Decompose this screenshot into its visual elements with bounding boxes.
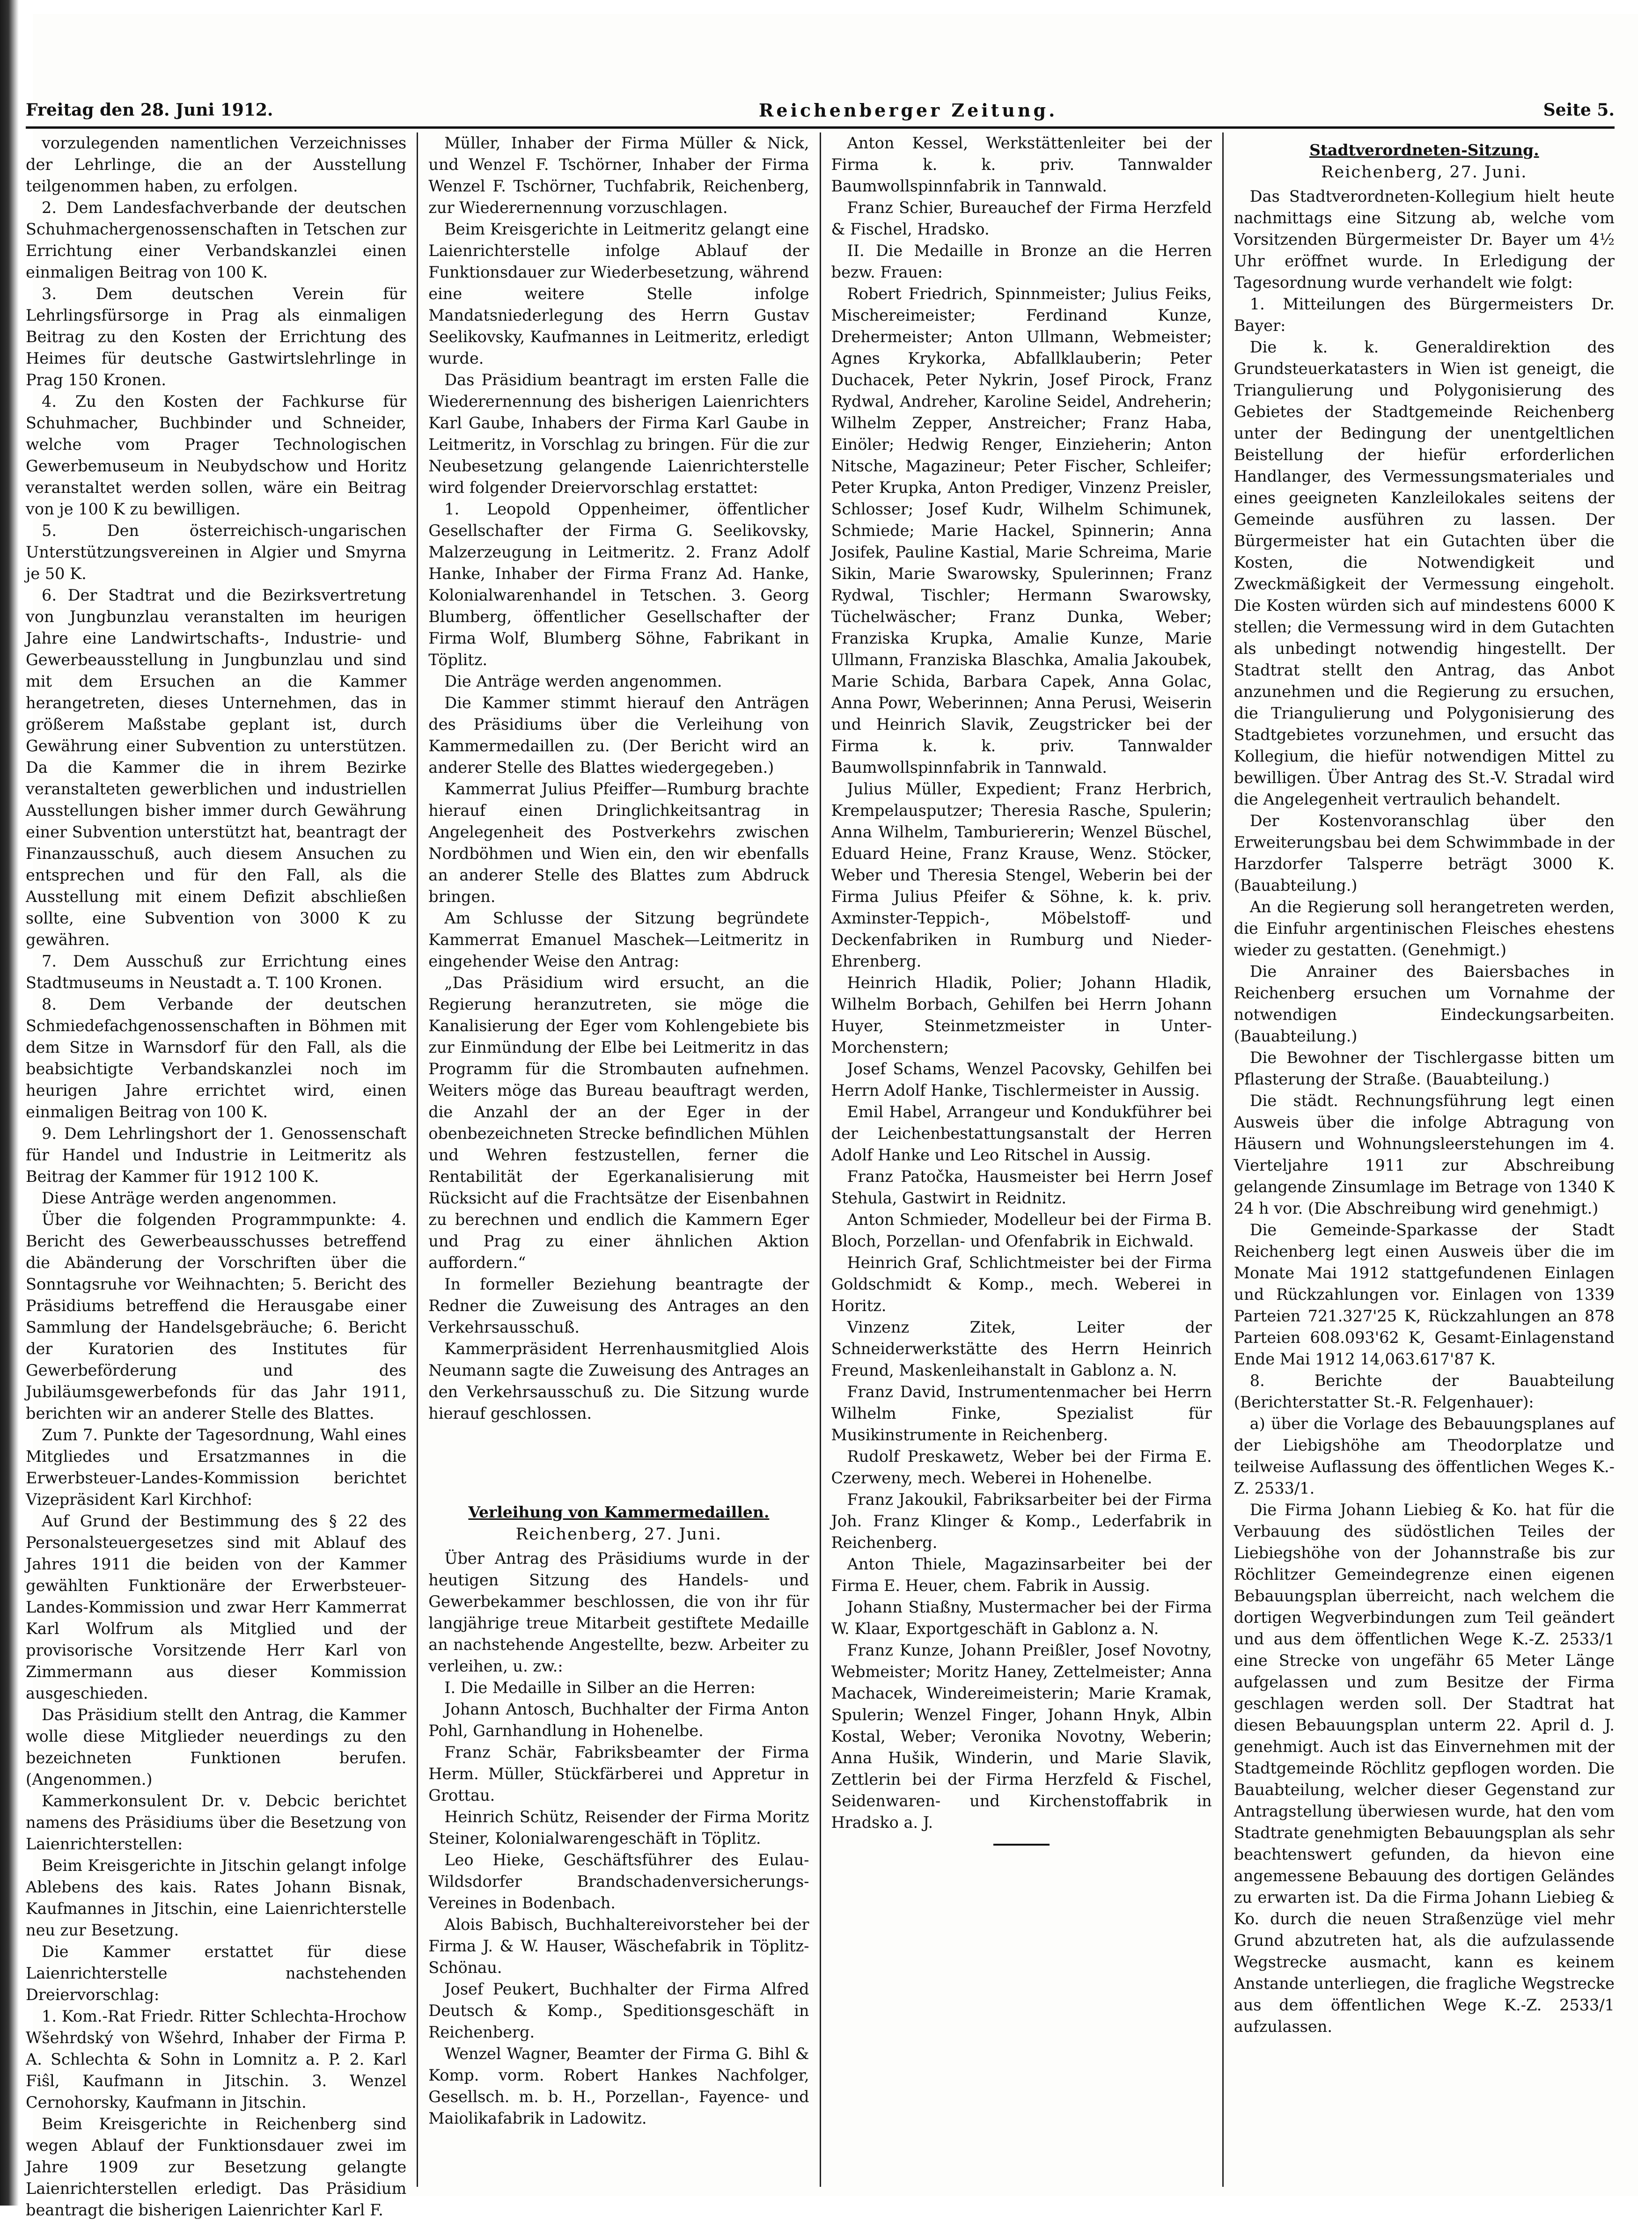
paragraph: Das Präsidium stellt den Antrag, die Kammer wolle diese Mitglieder neuerdings zu den bezeichneten Funktionen berufen. (Angenommen.) [26,1706,407,1789]
column-gap [428,1424,809,1495]
paragraph: Die Kammer erstattet für diese Laienrichterstelle nachstehenden Dreiervorschlag: [26,1942,407,2004]
paragraph: Die städt. Rechnungsführung legt einen Ausweis über die infolge Abtragung von Häusern und Wohnungsleerstehungen im 4. Vierteljahre 1911 zur Abschreibung gelangende Zinsumlage im Betrage von 1340 K 24 h vor. (Die Abschreibung wird genehmigt.) [1233,1092,1615,1217]
paragraph: An die Regierung soll herangetreten werden, die Einfuhr argentinischen Fleisches ehestens wieder zu gestatten. (Genehmigt.) [1233,898,1615,959]
paragraph: Anton Thiele, Magazinsarbeiter bei der Firma E. Heuer, chem. Fabrik in Aussig. [831,1555,1212,1595]
paragraph: 1. Leopold Oppenheimer, öffentlicher Gesellschafter der Firma G. Seelikovsky, Malzerzeugung in Leitmeritz. 2. Franz Adolf Hanke, Inhaber der Firma Franz Ad. Hanke, Kolonialwarenhandel in Tetschen. 3. Georg Blumberg, öffentlicher Gesellschafter der Firma Wolf, Blumberg Söhne, Fabrikant in Töplitz. [428,500,809,669]
paragraph: Die Gemeinde-Sparkasse der Stadt Reichenberg legt einen Ausweis über die im Monate Mai 1912 stattgefundenen Einlagen und Rückzahlungen vor. Einlagen von 1339 Parteien 721.327'25 K, Rückzahlungen an 878 Parteien 608.093'62 K, Gesamt-Einlagenstand Ende Mai 1912 14,063.617'87 K. [1233,1221,1615,1368]
paragraph: Über Antrag des Präsidiums wurde in der heutigen Sitzung des Handels- und Gewerbekammer beschlossen, die von ihr für langjährige treue Mitarbeit gestiftete Medaille an nachstehende Angestellte, bezw. Arbeiter zu verleihen, u. zw.: [428,1549,809,1675]
paragraph: 1. Mitteilungen des Bürgermeisters Dr. Bayer: [1233,295,1615,335]
paragraph: Über die folgenden Programmpunkte: 4. Bericht des Gewerbeausschusses betreffend die Abänderung der Vorschriften über die Sonntagsruhe vor Weihnachten; 5. Bericht des Präsidiums betreffend die Herausgabe einer Sammlung der Handelsgebräuche; 6. Bericht der Kuratorien des Institutes für Gewerbeförderung und des Jubiläumsgewerbefonds für das Jahr 1911, berichten wir an anderer Stelle des Blattes. [26,1210,407,1422]
paragraph: Beim Kreisgerichte in Reichenberg sind wegen Ablauf der Funktionsdauer zwei im Jahre 1909 zur Besetzung gelangte Laienrichterstellen erledigt. Das Präsidium beantragt die bisherigen Laienrichter Karl F. [26,2115,407,2219]
paragraph: Emil Habel, Arrangeur und Kondukführer bei der Leichenbestattungsanstalt der Herren Adolf Hanke und Leo Ritschel in Aussig. [831,1103,1212,1164]
paragraph: Beim Kreisgerichte in Leitmeritz gelangt eine Laienrichterstelle infolge Ablauf der Funktionsdauer zur Wiederbesetzung, während eine weitere Stelle infolge Mandatsniederlegung des Herrn Gustav Seelikovsky, Kaufmannes in Leitmeritz, erledigt wurde. [428,220,809,367]
paragraph: 6. Der Stadtrat und die Bezirksvertretung von Jungbunzlau veranstalten im heurigen Jahre eine Landwirtschafts-, Industrie- und Gewerbeausstellung in Jungbunzlau und sind mit dem Ersuchen an die Kammer herangetreten, dieses Unternehmen, das in größerem Maßstabe geplant ist, durch Gewährung einer Subvention zu unterstützen. Da die Kammer die in ihrem Bezirke veranstalteten gewerblichen und industriellen Ausstellungen bisher immer durch Gewährung einer Subvention unterstützt hat, beantragt der Finanzausschuß, auch diesem Ansuchen zu entsprechen und für den Fall, als die Ausstellung mit einem Defizit abschließen sollte, eine Subvention von 3000 K zu gewähren. [26,586,407,949]
paragraph: Die k. k. Generaldirektion des Grundsteuerkatasters in Wien ist geneigt, die Triangulierung und Polygonisierung des Gebietes der Stadtgemeinde Reichenberg unter der Bedingung der unentgeltlichen Beistellung der hiefür erforderlichen Handlanger, des Vermessungsmateriales und eines geeigneten Kanzleilokales seitens der Gemeinde ausführen zu lassen. Der Bürgermeister hat ein Gutachten über die Kosten, die Notwendigkeit und Zweckmäßigkeit der Vermessung eingeholt. Die Kosten würden sich auf mindestens 6000 K stellen; die Vermessung wird in dem Gutachten als unbedingt notwendig hingestellt. Der Stadtrat stellt den Antrag, das Anbot anzunehmen und die Regierung zu ersuchen, die Triangulierung und Polygonisierung des Stadtgebietes vorzunehmen, und ersucht das Kollegium, die hiefür notwendigen Mittel zu bewilligen. Über Antrag des St.-V. Stradal wird die Angelegenheit vertraulich behandelt. [1233,338,1615,808]
book-spine-shadow [0,0,19,2206]
column-1 [26,132,417,2219]
paragraph: 4. Zu den Kosten der Fachkurse für Schuhmacher, Buchbinder und Schneider, welche vom Prager Technologischen Gewerbemuseum in Neubydschow und Horitz veranstaltet werden sollen, wäre ein Beitrag von je 100 K zu bewilligen. [26,392,407,518]
paragraph: 5. Den österreichisch-ungarischen Unterstützungsvereinen in Algier und Smyrna je 50 K. [26,521,407,583]
end-rule [993,1844,1050,1846]
paragraph: 1. Kom.-Rat Friedr. Ritter Schlechta-Hrochow Wšehrdský von Wšehrd, Inhaber der Firma P. A. Schlechta & Sohn in Lomnitz a. P. 2. Karl Fiŝl, Kaufmann in Jitschin. 3. Wenzel Cernohorsky, Kaufmann in Jitschin. [26,2007,407,2111]
paragraph: 7. Dem Ausschuß zur Errichtung eines Stadtmuseums in Neustadt a. T. 100 Kronen. [26,952,407,992]
paragraph: Die Firma Johann Liebieg & Ko. hat für die Verbauung des südöstlichen Teiles der Liebiegshöhe von der Johannstraße bis zur Röchlitzer Gemeindegrenze einen eigenen Bebauungsplan überreicht, nach welchem die dortigen Wegverbindungen zum Teil geändert und aus dem öffentlichen Wege K.-Z. 2533/1 eine Strecke von ungefähr 65 Meter Länge aufgelassen und zum Besitze der Firma geschlagen werden soll. Der Stadtrat hat diesen Bebauungsplan unterm 22. April d. J. genehmigt. Auch ist das Einvernehmen mit der Stadtgemeinde Röchlitz gepflogen worden. Die Bauabteilung, welcher dieser Gegenstand zur Antragstellung überwiesen wurde, hat den vom Stadtrate genehmigten Bebauungsplan als sehr beachtenswert gefunden, da hievon eine angemessene Bebauung des dortigen Geländes zu erwarten ist. Da die Firma Johann Liebieg & Ko. durch die neuen Straßenzüge viel mehr Grund abzutreten hat, als die aufzulassende Wegstrecke ausmacht, kann es keinem Anstande unterliegen, die fragliche Wegstrecke aus dem öffentlichen Wege K.-Z. 2533/1 aufzulassen. [1233,1501,1615,2036]
paragraph: Franz Kunze, Johann Preißler, Josef Novotny, Webmeister; Moritz Haney, Zettelmeister; Anna Machacek, Windereimeisterin; Marie Kramak, Spulerin; Wenzel Finger, Johann Hnyk, Albin Kostal, Weber; Veronika Novotny, Weberin; Anna Hušik, Winderin, und Marie Slavik, Zettlerin bei der Firma Herzfeld & Fischel, Seidenwaren- und Kirchenstoffabrik in Hradsko a. J. [831,1641,1212,1832]
paragraph: Josef Peukert, Buchhalter der Firma Alfred Deutsch & Komp., Speditionsgeschäft in Reichenberg. [428,1980,809,2041]
paragraph: Zum 7. Punkte der Tagesordnung, Wahl eines Mitgliedes und Ersatzmannes in die Erwerbsteuer-Landes-Kommission berichtet Vizepräsident Karl Kirchhof: [26,1426,407,1509]
paragraph: Johann Stiaßny, Mustermacher bei der Firma W. Klaar, Exportgeschäft in Gablonz a. N. [831,1598,1212,1638]
paragraph: Leo Hieke, Geschäftsführer des Eulau-Wildsdorfer Brandschadenversicherungs-Vereines in Bodenbach. [428,1851,809,1912]
paragraph: Die Anträge werden angenommen. [444,672,722,690]
newspaper-title: Reichenberger Zeitung. [758,99,1058,121]
paragraph: Anton Kessel, Werkstättenleiter bei der Firma k. k. priv. Tannwalder Baumwollspinnfabrik in Tannwald. [831,134,1212,195]
paragraph: Beim Kreisgerichte in Jitschin gelangt infolge Ablebens des kais. Rates Johann Bisnak, Kaufmannes in Jitschin, eine Laienrichterstelle neu zur Besetzung. [26,1856,407,1939]
masthead [26,94,1615,126]
paragraph: 2. Dem Landesfachverbande der deutschen Schuhmachergenossenschaften in Tetschen zur Errichtung einer Verbandskanzlei einen einmaligen Beitrag von 100 K. [26,198,407,281]
paragraph: Am Schlusse der Sitzung begründete Kammerrat Emanuel Maschek—Leitmeritz in eingehender Weise den Antrag: [428,909,809,970]
medal-article-heading: Verleihung von Kammermedaillen. [468,1503,770,1521]
paragraph: Die Bewohner der Tischlergasse bitten um Pflasterung der Straße. (Bauabteilung.) [1233,1048,1615,1088]
paragraph: Die Anrainer des Baiersbaches in Reichenberg ersuchen um Vornahme der notwendigen Eindeckungsarbeiten. (Bauabteilung.) [1233,962,1615,1045]
paragraph: 3. Dem deutschen Verein für Lehrlingsfürsorge in Prag als einmaligen Beitrag zu den Kosten der Errichtung des Heimes für deutsche Gastwirtslehrlinge in Prag 150 Kronen. [26,285,407,389]
paragraph: 8. Berichte der Bauabteilung (Berichterstatter St.-R. Felgenhauer): [1233,1371,1615,1411]
council-article-heading: Stadtverordneten-Sitzung. [1309,141,1539,159]
council-article-dateline: Reichenberg, 27. Juni. [1321,163,1527,182]
paragraph: Anton Schmieder, Modelleur bei der Firma B. Bloch, Porzellan- und Ofenfabrik in Eichwald. [831,1210,1212,1250]
paragraph: Julius Müller, Expedient; Franz Herbrich, Krempelausputzer; Theresia Rasche, Spulerin; Anna Wilhelm, Tamburiererin; Wenzel Büschel, Eduard Heine, Franz Krause, Wenz. Stöcker, Weber und Theresia Stengel, Weberin bei der Firma Julius Pfeifer & Söhne, k. k. priv. Axminster-Teppich-, Möbelstoff- und Deckenfabriken in Rumburg und Nieder-Ehrenberg. [831,780,1212,970]
paragraph: In formeller Beziehung beantragte der Redner die Zuweisung des Antrages an den Verkehrsausschuß. [428,1275,809,1336]
paragraph: II. Die Medaille in Bronze an die Herren bezw. Frauen: [831,242,1212,281]
page-number: Seite 5. [1543,100,1615,120]
paragraph: Das Stadtverordneten-Kollegium hielt heute nachmittags eine Sitzung ab, welche vom Vorsitzenden Bürgermeister Dr. Bayer um 4½ Uhr eröffnet wurde. In Erledigung der Tagesordnung wurde verhandelt wie folgt: [1233,187,1615,292]
paragraph: Franz David, Instrumentenmacher bei Herrn Wilhelm Finke, Spezialist für Musikinstrumente in Reichenberg. [831,1383,1212,1444]
paragraph: vorzulegenden namentlichen Verzeichnisses der Lehrlinge, die an der Ausstellung teilgenommen haben, zu erfolgen. [26,134,407,195]
paragraph: Rudolf Preskawetz, Weber bei der Firma E. Czerweny, mech. Weberei in Hohenelbe. [831,1447,1212,1487]
paragraph: Kammerkonsulent Dr. v. Debcic berichtet namens des Präsidiums über die Besetzung von Laienrichterstellen: [26,1792,407,1853]
paragraph: 9. Dem Lehrlingshort der 1. Genossenschaft für Handel und Industrie in Leitmeritz als Beitrag der Kammer für 1912 100 K. [26,1124,407,1186]
paragraph: Heinrich Graf, Schlichtmeister bei der Firma Goldschmidt & Komp., mech. Weberei in Horitz. [831,1253,1212,1315]
paragraph: Die Kammer stimmt hierauf den Anträgen des Präsidiums über die Verleihung von Kammermedaillen zu. (Der Bericht wird an anderer Stelle des Blattes wiedergegeben.) [428,694,809,777]
paragraph: 8. Dem Verbande der deutschen Schmiedefachgenossenschaften in Böhmen mit dem Sitze in Warnsdorf für den Fall, als die beabsichtigte Verbandskanzlei noch im heurigen Jahre errichtet wird, einen einmaligen Beitrag von 100 K. [26,995,407,1121]
paragraph: Der Kostenvoranschlag über den Erweiterungsbau bei dem Schwimmbade in der Harzdorfer Talsperre beträgt 3000 K. (Bauabteilung.) [1233,812,1615,894]
paragraph: Kammerpräsident Herrenhausmitglied Alois Neumann sagte die Zuweisung des Antrages an den Verkehrsausschuß zu. Die Sitzung wurde hierauf geschlossen. [428,1340,809,1422]
masthead-rule [26,126,1615,129]
paragraph: Franz Schier, Bureauchef der Firma Herzfeld & Fischel, Hradsko. [831,198,1212,238]
paragraph: Diese Anträge werden angenommen. [42,1189,337,1207]
paragraph: „Das Präsidium wird ersucht, an die Regierung heranzutreten, sie möge die Kanalisierung der Eger vom Kohlengebiete bis zur Einmündung der Elbe bei Leitmeritz in das Programm für die Strombauten aufnehmen. Weiters möge das Bureau beauftragt werden, die Anzahl der an der Eger in der obenbezeichneten Strecke befindlichen Mühlen und Wehren festzustellen, ferner die Rentabilität der Egerkanalisierung mit Rücksicht auf die Frachtsätze der Eisenbahnen zu berechnen und endlich die Kammern Eger und Prag zu einer ähnlichen Aktion auffordern.“ [428,974,809,1272]
column-4 [1222,132,1615,2187]
paragraph: Franz Schär, Fabriksbeamter der Firma Herm. Müller, Stückfärberei und Appretur in Grottau. [428,1743,809,1804]
paragraph: Wenzel Wagner, Beamter der Firma G. Bihl & Komp. vorm. Robert Hankes Nachfolger, Gesellsch. m. b. H., Porzellan-, Fayence- und Maiolikafabrik in Ladowitz. [428,2045,809,2127]
column-3 [820,132,1222,2187]
column-2 [417,132,819,2187]
paragraph: a) über die Vorlage des Bebauungsplanes auf der Liebigshöhe am Theodorplatze und teilweise Auflassung des öffentlichen Weges K.-Z. 2533/1. [1233,1415,1615,1497]
paragraph: Franz Patočka, Hausmeister bei Herrn Josef Stehula, Gastwirt in Reidnitz. [831,1167,1212,1207]
paragraph: Johann Antosch, Buchhalter der Firma Anton Pohl, Garnhandlung in Hohenelbe. [428,1700,809,1740]
paragraph: Müller, Inhaber der Firma Müller & Nick, und Wenzel F. Tschörner, Inhaber der Firma Wenzel F. Tschörner, Tuchfabrik, Reichenberg, zur Wiederernennung vorzuschlagen. [428,134,809,217]
medal-article-dateline: Reichenberg, 27. Juni. [515,1525,722,1544]
paragraph: Heinrich Hladik, Polier; Johann Hladik, Wilhelm Borbach, Gehilfen bei Herrn Johann Huyer, Steinmetzmeister in Unter-Morchenstern; [831,974,1212,1056]
paragraph: Kammerrat Julius Pfeiffer—Rumburg brachte hierauf einen Dringlichkeitsantrag in Angelegenheit des Postverkehrs zwischen Nordböhmen und Wien ein, den wir ebenfalls an anderer Stelle des Blattes zum Abdruck bringen. [428,780,809,906]
article-columns [26,132,1615,2219]
paragraph: Josef Schams, Wenzel Pacovsky, Gehilfen bei Herrn Adolf Hanke, Tischlermeister in Aussig. [831,1060,1212,1100]
paragraph: Heinrich Schütz, Reisender der Firma Moritz Steiner, Kolonialwarengeschäft in Töplitz. [428,1808,809,1847]
issue-date: Freitag den 28. Juni 1912. [26,100,273,120]
paragraph: I. Die Medaille in Silber an die Herren: [444,1679,756,1697]
paragraph: Vinzenz Zitek, Leiter der Schneiderwerkstätte des Herrn Heinrich Freund, Maskenleihanstalt in Gablonz a. N. [831,1318,1212,1379]
paragraph: Alois Babisch, Buchhaltereivorsteher bei der Firma J. & W. Hauser, Wäschefabrik in Töplitz-Schönau. [428,1915,809,1977]
paragraph: Das Präsidium beantragt im ersten Falle die Wiederernennung des bisherigen Laienrichters Karl Gaube, Inhabers der Firma Karl Gaube in Leitmeritz, in Vorschlag zu bringen. Für die zur Neubesetzung gelangende Laienrichterstelle wird folgender Dreiervorschlag erstattet: [428,371,809,497]
paragraph: Auf Grund der Bestimmung des § 22 des Personalsteuergesetzes sind mit Ablauf des Jahres 1911 die beiden von der Kammer gewählten Funktionäre der Erwerbsteuer-Landes-Kommission und zwar Herr Kammerrat Karl Wolfrum als Mitglied und der provisorische Vorsitzende Herr Karl von Zimmermann aus dieser Kommission ausgeschieden. [26,1512,407,1702]
paragraph: Robert Friedrich, Spinnmeister; Julius Feiks, Mischereimeister; Ferdinand Kunze, Drehermeister; Anton Ullmann, Webmeister; Agnes Krykorka, Abfallklauberin; Peter Duchacek, Peter Nykrin, Josef Pirock, Franz Rydwal, Andreher, Karoline Seidel, Andreherin; Wilhelm Zepper, Anstreicher; Franz Haba, Einöler; Hedwig Renger, Einzieherin; Anton Nitsche, Magazineur; Peter Fischer, Schleifer; Peter Krupka, Anton Prediger, Vinzenz Preisler, Schlosser; Josef Kudr, Wilhelm Schimunek, Schmiede; Marie Hackel, Spinnerin; Anna Josifek, Pauline Kastial, Marie Schreima, Marie Sikin, Marie Swarowsky, Spulerinnen; Franz Rydwal, Tischler; Hermann Swarowsky, Tüchelwäscher; Franz Dunka, Weber; Franziska Krupka, Amalie Kunze, Marie Ullmann, Franziska Blaschka, Amalia Jakoubek, Marie Schida, Barbara Capek, Anna Golac, Anna Powr, Weberinnen; Anna Perusi, Weiserin und Heinrich Slavik, Zeugstricker bei der Firma k. k. priv. Tannwalder Baumwollspinnfabrik in Tannwald. [831,285,1212,777]
paragraph: Franz Jakoukil, Fabriksarbeiter bei der Firma Joh. Franz Klinger & Komp., Lederfabrik in Reichenberg. [831,1490,1212,1552]
